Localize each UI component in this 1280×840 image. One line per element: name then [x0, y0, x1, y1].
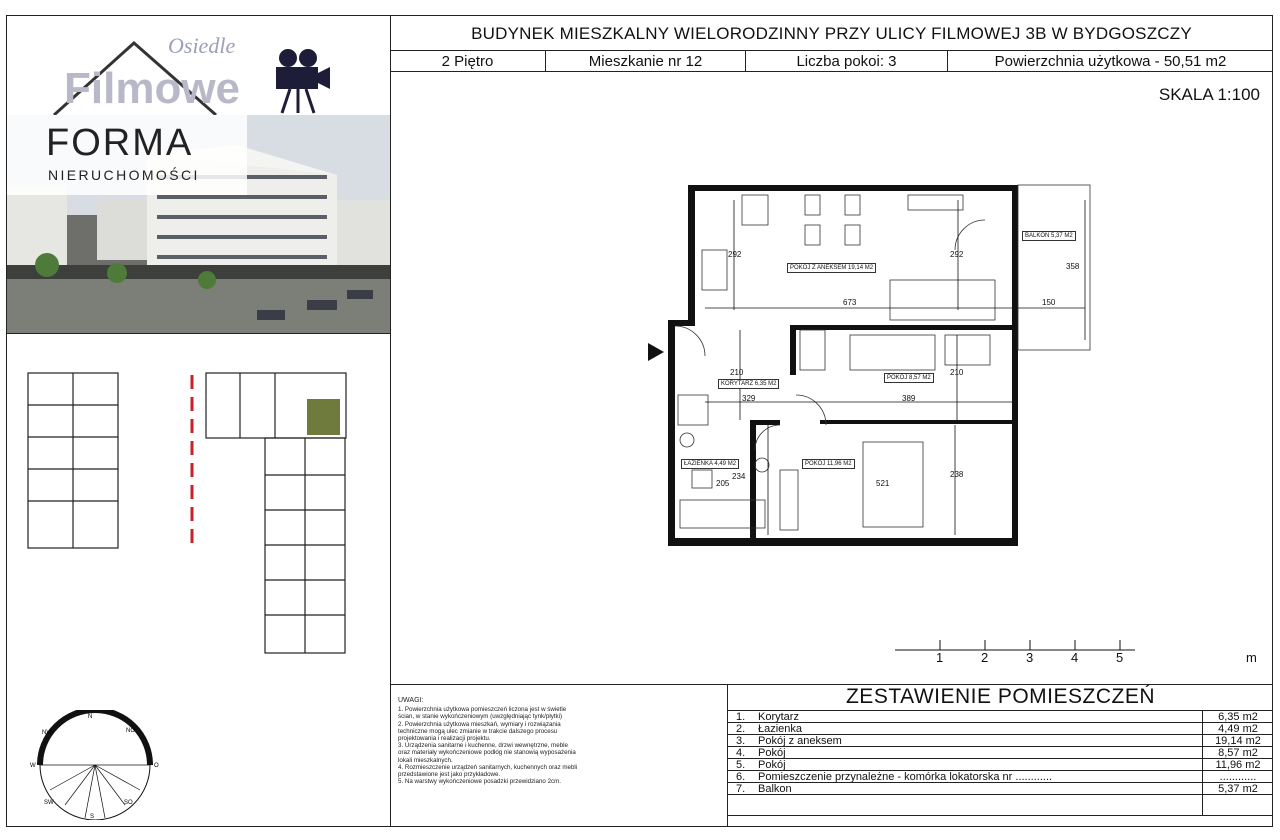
film-camera-icon	[276, 49, 330, 113]
rooms-count-cell: Liczba pokoi: 3	[746, 51, 948, 71]
compass-label-no: NO	[126, 728, 135, 734]
note-item: 3. Urządzenia sanitarne i kuchenne, drzwi wewnętrzne, meble oraz materiały wykończeniowe podłóg nie stanowią wyposażenia lokali mieszkalnych.	[398, 742, 576, 764]
compass-label-o: O	[154, 763, 159, 769]
dim-210-room: 210	[950, 368, 964, 377]
dim-521: 521	[876, 479, 890, 488]
room-label-living: POKÓJ Z ANEKSEM 19,14 M2	[787, 263, 876, 273]
room-label-corridor: KORYTARZ 6,35 M2	[718, 379, 779, 389]
compass-label-w: W	[30, 763, 36, 769]
note-item: 4. Rozmieszczenie urządzeń sanitarnych, kuchennych oraz mebli przedstawione jest jako przykładowe.	[398, 763, 578, 779]
room-label-room-large: POKÓJ 11,96 M2	[802, 459, 855, 469]
apartment-number-cell: Mieszkanie nr 12	[546, 51, 746, 71]
notes-title: UWAGI:	[398, 697, 424, 704]
estate-script-text: Osiedle	[168, 33, 236, 58]
dim-389: 389	[902, 394, 916, 403]
scale-label: SKALA 1:100	[1158, 85, 1260, 104]
dim-358: 358	[1066, 262, 1080, 271]
compass-label-s: S	[90, 814, 95, 820]
dim-210-corridor: 210	[730, 368, 744, 377]
room-label-bathroom: ŁAZIENKA 4,49 M2	[681, 459, 739, 469]
company-name: FORMA	[46, 122, 194, 164]
scale-tick-4: 4	[1071, 650, 1079, 665]
apartment-info-row	[390, 50, 1273, 72]
left-photo-divider	[6, 333, 390, 334]
left-column-divider	[390, 15, 391, 827]
summary-title: ZESTAWIENIE POMIESZCZEŃ	[845, 685, 1156, 708]
dim-205: 205	[716, 479, 730, 488]
plan-walls	[668, 185, 1018, 546]
scale-tick-5: 5	[1116, 650, 1124, 665]
compass-label-n: N	[88, 714, 93, 720]
scale-tick-1: 1	[936, 650, 944, 665]
usable-area-cell: Powierzchnia użytkowa - 50,51 m2	[994, 52, 1227, 70]
summary-row: 3. Pokój z aneksem 19,14 m2	[728, 734, 1273, 746]
summary-row	[728, 794, 1273, 816]
room-label-room-small: POKÓJ 8,57 M2	[884, 373, 934, 383]
dim-329: 329	[742, 394, 756, 403]
estate-name-text: Filmowe	[64, 64, 241, 113]
summary-row: 1. Korytarz 6,35 m2	[728, 710, 1273, 722]
dim-292-left: 292	[728, 250, 742, 259]
note-item: 1. Powierzchnia użytkowa pomieszczeń liczona jest w świetle ścian, w stanie wykończeniowym (uwzględniając tynk/płytki)	[398, 706, 567, 721]
dim-234: 234	[732, 472, 746, 481]
scale-bar	[895, 638, 1135, 657]
summary-row: 7. Balkon 5,37 m2	[728, 782, 1273, 794]
note-item: 5. Na warstwy wykończeniowe posadzki przewidziano 2cm.	[398, 778, 562, 786]
dimension-lines	[705, 200, 1085, 535]
highlighted-unit	[307, 399, 340, 435]
floor-cell: 2 Piętro	[390, 51, 546, 71]
dim-673: 673	[843, 298, 857, 307]
summary-row: 2. Łazienka 4,49 m2	[728, 722, 1273, 734]
summary-row: 5. Pokój 11,96 m2	[728, 758, 1273, 770]
summary-row: 6. Pomieszczenie przynależne - komórka lokatorska nr ............ ............	[728, 770, 1273, 782]
scale-unit: m	[1246, 650, 1257, 665]
compass-label-nw: NW	[42, 730, 52, 736]
scale-tick-2: 2	[981, 650, 989, 665]
room-label-balcony: BALKON 5,37 M2	[1022, 231, 1076, 241]
company-subtitle: NIERUCHOMOŚCI	[48, 167, 200, 183]
dim-150: 150	[1042, 298, 1056, 307]
entrance-arrow-icon	[648, 343, 664, 361]
dim-292-right: 292	[950, 250, 964, 259]
compass-label-sw: SW	[44, 800, 54, 806]
compass-rose	[30, 710, 160, 825]
document-title: BUDYNEK MIESZKALNY WIELORODZINNY PRZY ULICY FILMOWEJ 3B W BYDGOSZCZY	[471, 24, 1192, 43]
note-item: 2. Powierzchnia użytkowa mieszkań, wymiary i rozwiązania techniczne mogą ulec zmianie w trakcie dalszego procesu projektowania i realizacji projektu.	[398, 720, 561, 743]
building-key-plan	[20, 365, 360, 670]
summary-row: 4. Pokój 8,57 m2	[728, 746, 1273, 758]
dim-238: 238	[950, 470, 964, 479]
estate-logo	[6, 15, 390, 115]
scale-tick-3: 3	[1026, 650, 1034, 665]
compass-label-so: SO	[124, 800, 133, 806]
notes-block	[398, 697, 578, 785]
